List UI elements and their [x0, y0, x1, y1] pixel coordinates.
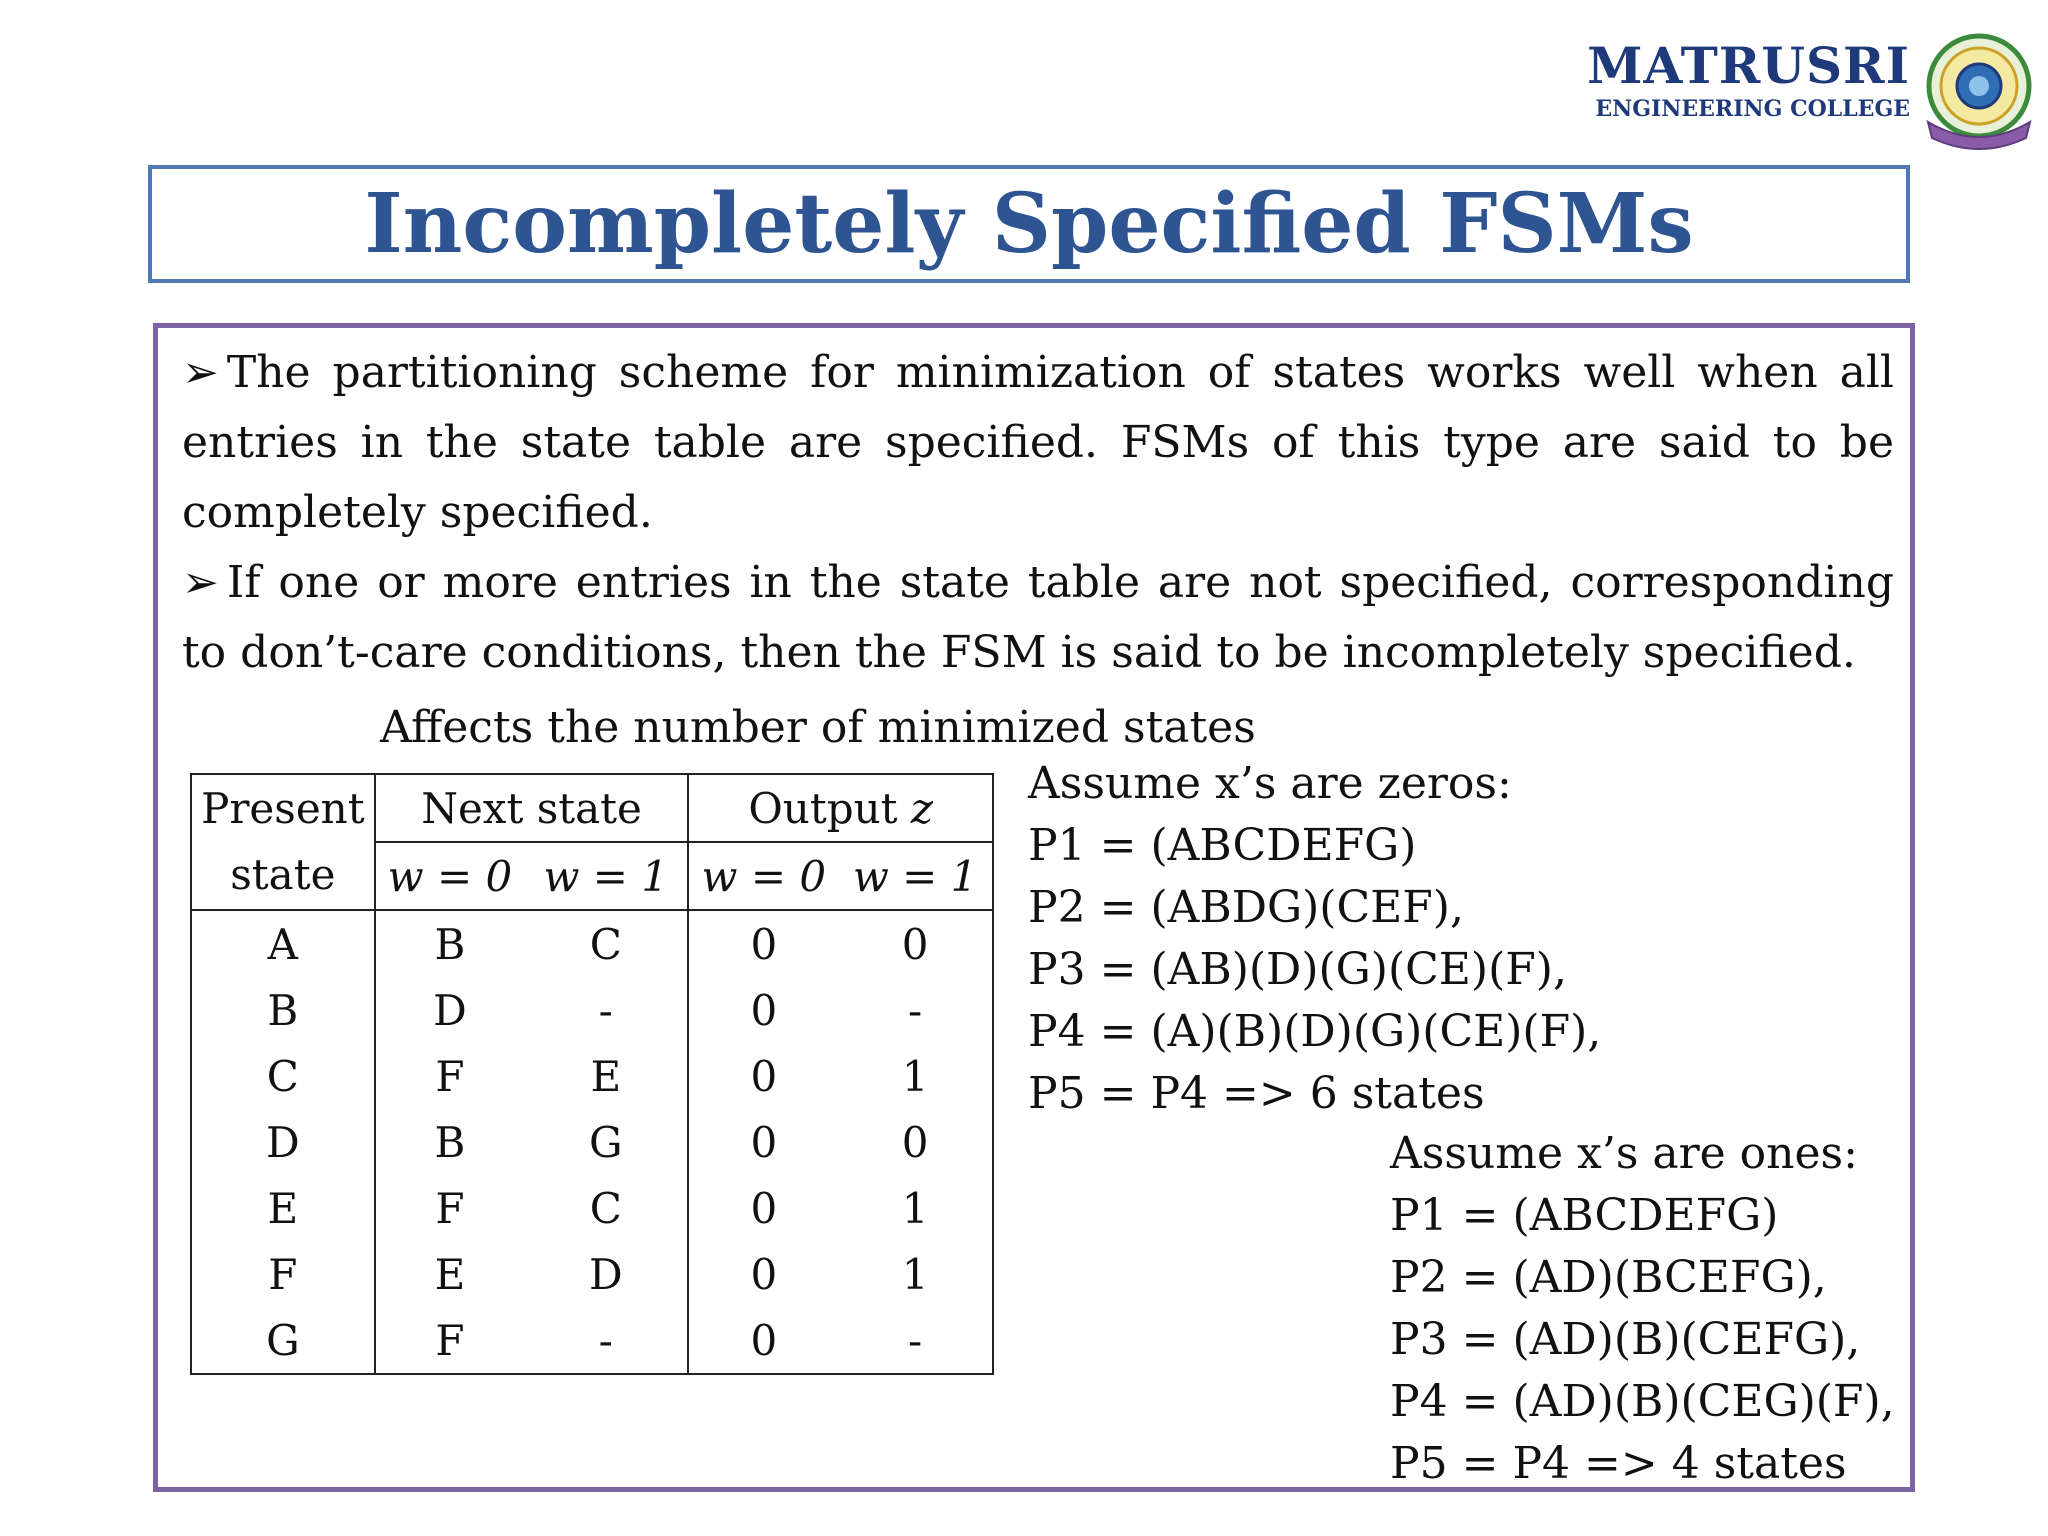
college-logo [1587, 30, 2040, 150]
header-out-w0: w = 0 [688, 842, 838, 910]
title-box [148, 165, 1910, 283]
table-row: G F - 0 - [191, 1307, 993, 1374]
table-row: A B C 0 0 [191, 910, 993, 977]
ones-line: P1 = (ABCDEFG) [1390, 1190, 1779, 1241]
state-table [190, 773, 994, 1375]
table-row: F E D 0 1 [191, 1241, 993, 1307]
header-present-state: Present state [191, 774, 375, 910]
bullet-arrow-icon: ➢ [182, 347, 219, 398]
zeros-line: P1 = (ABCDEFG) [1028, 820, 1417, 871]
table-row: E F C 0 1 [191, 1175, 993, 1241]
zeros-line: P2 = (ABDG)(CEF), [1028, 882, 1464, 933]
table-row: B D - 0 - [191, 977, 993, 1043]
header-next-w0: w = 0 [375, 842, 524, 910]
ones-line: P4 = (AD)(B)(CEG)(F), [1390, 1376, 1895, 1427]
header-output: Output z [688, 774, 993, 842]
logo-name: MATRUSRI [1587, 36, 1910, 95]
bullet-2 [182, 548, 1894, 688]
slide-title: Incompletely Specified FSMs [364, 176, 1694, 272]
college-seal-icon [1918, 30, 2040, 150]
header-next-w1: w = 1 [524, 842, 688, 910]
bullet-arrow-icon: ➢ [182, 557, 219, 608]
zeros-line: P3 = (AB)(D)(G)(CE)(F), [1028, 944, 1567, 995]
zeros-partition-block [1028, 753, 1601, 1125]
ones-line: P3 = (AD)(B)(CEFG), [1390, 1314, 1861, 1365]
affects-note: Affects the number of minimized states [380, 702, 1256, 753]
ones-line: P2 = (AD)(BCEFG), [1390, 1252, 1827, 1303]
content-box [153, 323, 1915, 1492]
ones-partition-block [1390, 1123, 1895, 1495]
table-row: C F E 0 1 [191, 1043, 993, 1109]
zeros-line: P4 = (A)(B)(D)(G)(CE)(F), [1028, 1006, 1602, 1057]
bullet-2-text: If one or more entries in the state table are not specified, corresponding to don’t-care conditions, then the FSM is said to be incompletely specified. [182, 557, 1894, 678]
ones-line: P5 = P4 => 4 states [1390, 1438, 1847, 1489]
bullet-1-text: The partitioning scheme for minimization of states works well when all entries in the state table are specified. FSMs of this type are said to be completely specified. [182, 347, 1894, 538]
logo-subtitle: ENGINEERING COLLEGE [1595, 96, 1910, 122]
table-row: D B G 0 0 [191, 1109, 993, 1175]
header-out-w1: w = 1 [838, 842, 993, 910]
zeros-line: P5 = P4 => 6 states [1028, 1068, 1485, 1119]
ones-heading: Assume x’s are ones: [1390, 1128, 1858, 1179]
header-next-state: Next state [375, 774, 689, 842]
bullet-1 [182, 338, 1894, 548]
zeros-heading: Assume x’s are zeros: [1028, 758, 1512, 809]
